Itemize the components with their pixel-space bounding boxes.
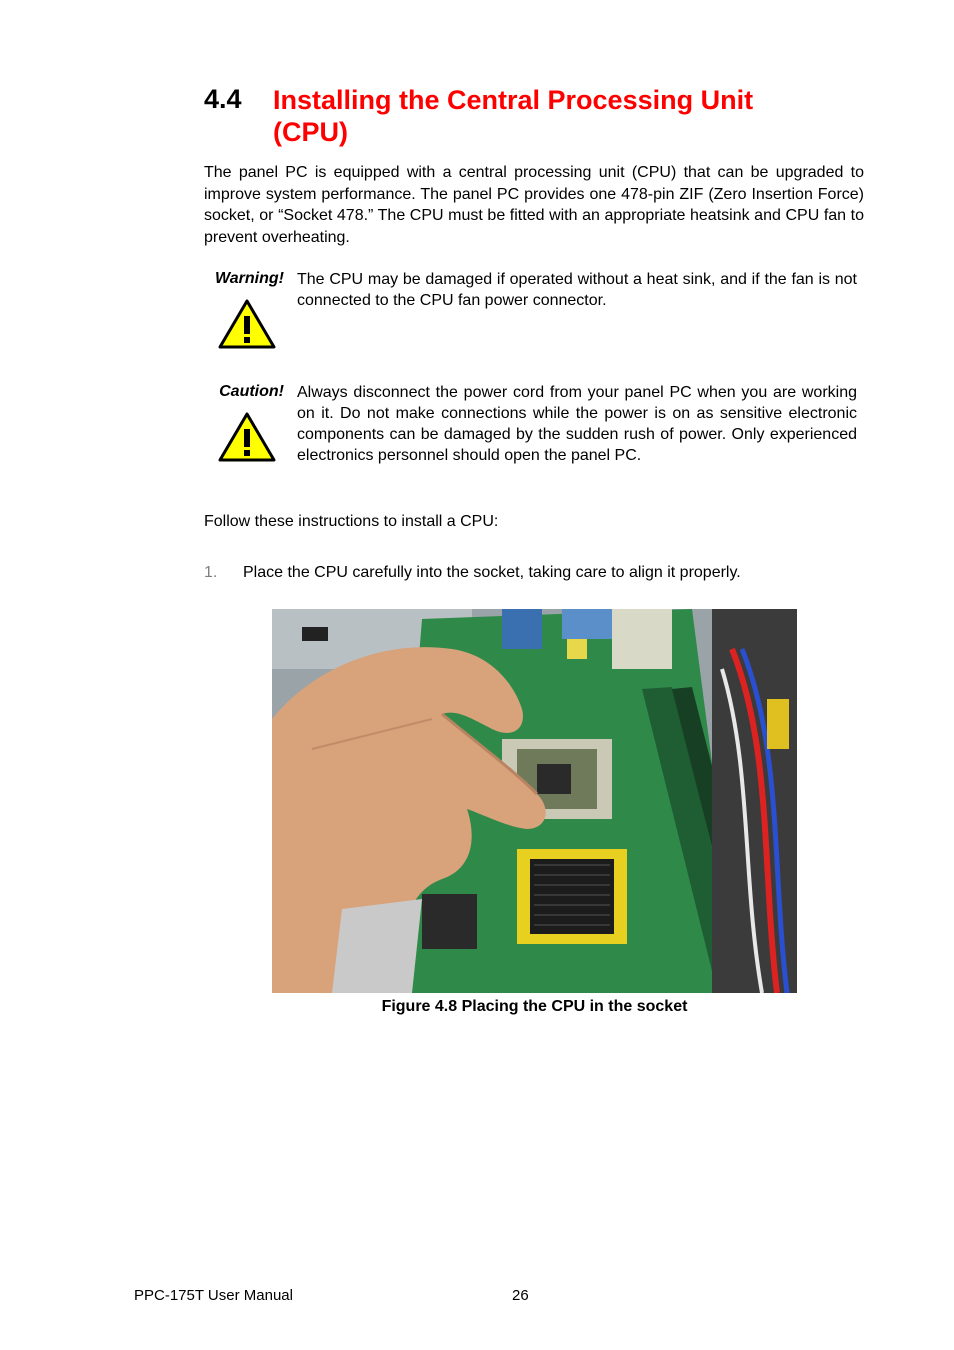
step-text: Place the CPU carefully into the socket, taking care to align it properly. (243, 564, 741, 581)
section-number: 4.4 (204, 84, 242, 114)
section-title: Installing the Central Processing Unit (CPU) (273, 85, 754, 147)
cpu-installation-photo (272, 609, 797, 993)
figure-caption: Figure 4.8 Placing the CPU in the socket (381, 998, 688, 1015)
page-number: 26 (512, 1287, 529, 1304)
caution-text: Always disconnect the power cord from your panel PC when you are working on it. Do not make connections while the power is on as sensitive electronic components can be damaged by the sudden rush of power. Only experienced electronics personnel should open the panel PC. (297, 384, 857, 464)
footer-manual-title: PPC-175T User Manual (134, 1287, 293, 1304)
instructions-intro: Follow these instructions to install a CPU: (204, 513, 499, 530)
warning-text: The CPU may be damaged if operated without a heat sink, and if the fan is not connected to the CPU fan power connector. (297, 271, 857, 309)
intro-paragraph: The panel PC is equipped with a central processing unit (CPU) that can be upgraded to improve system performance. The panel PC provides one 478-pin ZIF (Zero Insertion Force) socket, or “Socket 478.” The CPU must be fitted with an appropriate heatsink and CPU fan to prevent overheating. (204, 164, 864, 246)
warning-triangle-icon (217, 298, 277, 350)
step-number: 1. (204, 564, 218, 581)
warning-label: Warning! (214, 270, 284, 287)
caution-label: Caution! (219, 383, 284, 400)
caution-triangle-icon (217, 411, 277, 463)
